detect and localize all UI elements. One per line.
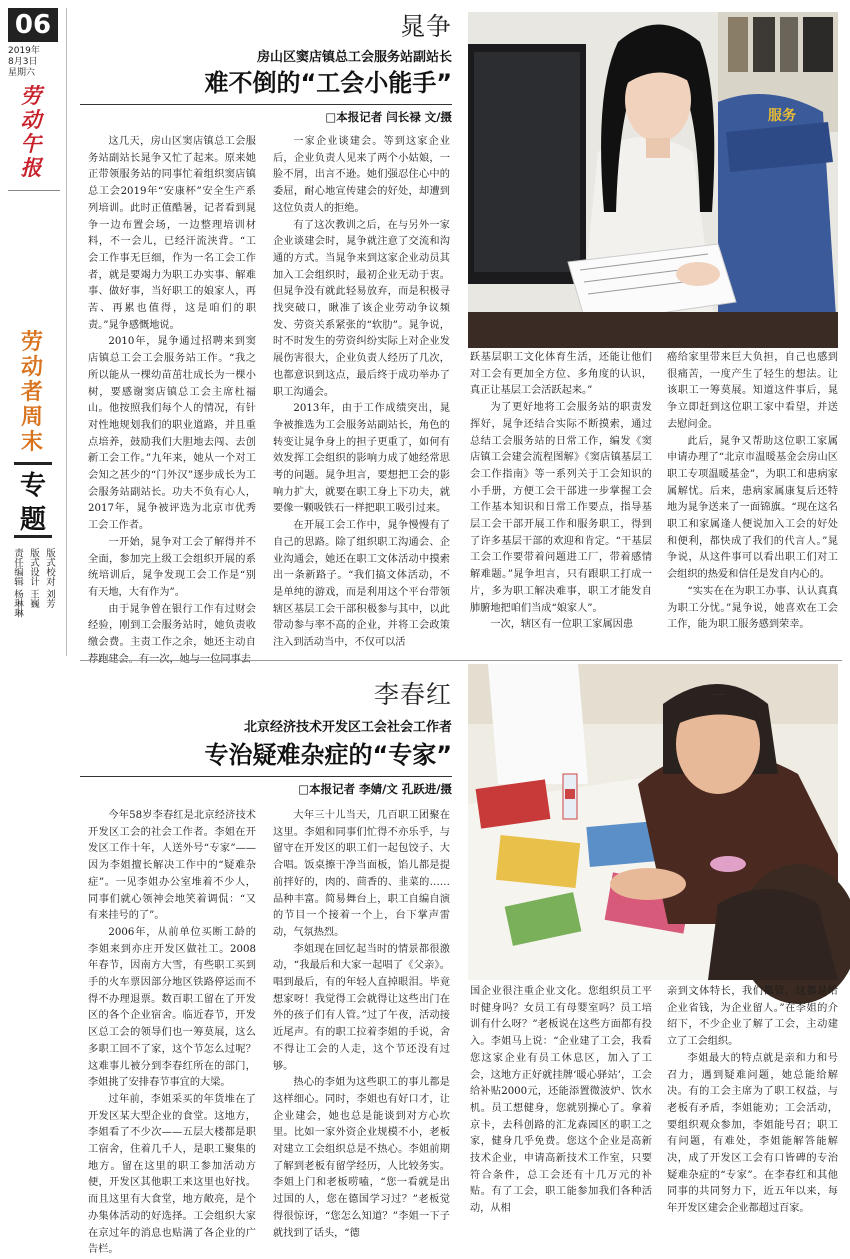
article2-column-2 (273, 808, 450, 1239)
article1-paragraph: 此后，晁争又帮助这位职工家属申请办理了“北京市温暖基金会房山区职工专项温暖基金”，为职工和患病家属解忧。后来，患病家属康复后还特地为晁争送来了一面锦旗。“现在这名职工和家属逢人便说加入工会的好处和便利，都快成了我们的代言人。”晁争说，从这件事可以看出职工们对工会组织的热爱和信任是发自内心的。 (667, 435, 838, 581)
article2-person-role: 北京经济技术开发区工会社会工作者 (243, 720, 452, 735)
rail-divider (8, 190, 60, 191)
article1-photo (468, 12, 838, 348)
article1-paragraph: 为了更好地将工会服务站的职责发挥好，晁争还结合实际不断摸索，通过总结工会服务站的日常工作，编发《窦店镇工会建会流程图解》《窦店镇基层工会工作指南》等一系列关于工会知识的小手册，方便工会干部进一步掌握工会工作基本知识和日常工作要点，指导基层工会干部开展工作和服务职工，得到了许多基层干部的欢迎和肯定。“干基层工会工作要带着问题进工厂，带着感情解难题。”晁争坦言，只有跟职工打成一片，多为职工解决难事，职工才能发自肺腑地把咱们当成“娘家人”。 (470, 402, 652, 614)
article1-column-1 (88, 134, 256, 654)
article1-paragraph: 由于晁争曾在银行工作有过财会经验，刚到工会服务站时，她负责收缴会费。主责工作之余，她还主动自 (88, 603, 256, 649)
issue-date-weekday: 星期六 (8, 68, 36, 78)
credit-proof: 版式校对 刘芳 (44, 548, 55, 609)
article1-paragraph: 2010年，晁争通过招聘来到窦店镇总工会工会服务站工作。“我之所以能从一棵幼苗茁壮成长为一棵小树，要感谢窦店镇总工会主席杜福山。他按照我们每个人的情况，有针对性地规划我们的职业道路，并且重点培养，鼓励我们大胆地去闯、去创新工会工作。”九年来，她从一个对工会知之甚少的“门外汉”逐步成长为工会服务站副站长。功夫不负有心人，2017年，晁争被评选为北京市优秀工会工作者。 (88, 336, 256, 532)
photo-woman-with-brochures (468, 664, 838, 980)
article1-paragraph: 在开展工会工作中，晁争慢慢有了自己的思路。除了组织职工沟通会、企业沟通会，她还在职工文体活动中摸索出一条新路子。“我们搞文体活动，不是单纯的游戏，而是利用这个平台带领辖区基层工会干部积极参与其中，以此带动参与率不高的企业，并将工会政策注入到活动当中，不仅可以活 (273, 520, 450, 649)
article1-paragraph: 一家企业谈建会。等到这家企业后，企业负责人见来了两个小姑娘，一脸不屑，出言不逊。她们强忍住心中的委屈，耐心地宣传建会的好处，却遭到这位负责人的拒绝。 (273, 136, 450, 214)
issue-date (8, 46, 58, 79)
article1-paragraph: 一次，辖区有一位职工家属因患 (490, 619, 634, 631)
article1-column-2 (273, 134, 450, 654)
article2-column-3 (470, 984, 652, 1222)
article1-column-3 (470, 350, 652, 656)
article1-person-name: 晁争 (399, 12, 452, 41)
credit-editor: 责任编辑 杨琳琳 (12, 548, 23, 618)
article1-person-role: 房山区窦店镇总工会服务站副站长 (256, 50, 452, 65)
article1-paragraph: “实实在在为职工办事、认认真真为职工分忧。”晁争说，她喜欢在工会工作，能为职工服务感到荣幸。 (667, 585, 838, 631)
section-title-weekly: 劳动者周末 (20, 330, 43, 455)
article1-byline: □本报记者 闫长禄 文/摄 (325, 110, 452, 124)
page-number: 06 (8, 8, 58, 42)
article2-paragraph: 热心的李姐为这些职工的事儿都是这样细心。同时，李姐也有好口才，让企业建会，她也总是能谈到对方心坎里。比如一家外资企业规模不小，老板对建立工会组织总是不热心。李姐前期了解到老板有留学经历，人比较务实。李姐上门和老板唠嗑，“您一看就是出过国的人，您在德国学习过？”老板觉得很惊讶，“您怎么知道？”李姐一下子就找到了话头，“德 (273, 1077, 450, 1239)
newspaper-masthead-logo: 劳动午报 (20, 83, 42, 180)
article-separator (80, 660, 842, 661)
issue-date-day: 8月3日 (8, 57, 38, 67)
article2-paragraph: 李姐现在回忆起当时的情景都很激动，“我最后和大家一起唱了《父亲》。唱到最后，有的年轻人直掉眼泪。毕竟想家呀！我觉得工会就得让这些出门在外的孩子们有人管。”过了午夜，活动接近尾声。有的职工拉着李姐的手说，舍不得让工会的人走，这个节还没有过够。 (273, 943, 450, 1072)
article2-paragraph: 大年三十儿当天，几百职工团聚在这里。李姐和同事们忙得不亦乐乎，与留守在开发区的职工们一起包饺子、大合唱。饭桌擦干净当面板，馅儿都是提前拌好的，肉的、茴香的、韭菜的……品种丰富。简易舞台上，职工自编自演的节目一个接着一个上，台下掌声雷动，气氛热烈。 (273, 810, 450, 938)
article2-byline: □本报记者 李婧/文 孔跃进/摄 (298, 782, 452, 796)
article1-paragraph: 癌给家里带来巨大负担，自己也感到很痛苦，一度产生了轻生的想法。让该职工一筹莫展。知道这件事后，晁争立即赶到这位职工家中看望，并送去慰问金。 (667, 352, 838, 430)
article2-rule (80, 776, 452, 777)
article1-paragraph: 有了这次教训之后，在与另外一家企业谈建会时，晁争就注意了交流和沟通的方式。当晁争来到这家企业动员其加入工会组织时，最初企业无动于衷。但晁争没有就此轻易放弃，而是积极寻找突破口，瞅准了该企业劳动争议频发、劳资关系紧张的“软肋”。晁争说，时不时发生的劳资纠纷实际上对企业发展伤害很大，企业负责人经历了几次，也都意识到这点，最后终于成功举办了职工沟通会。 (273, 219, 450, 398)
rail-separator (66, 8, 67, 656)
vest-text: 服务 (768, 108, 796, 124)
article2-person-name: 李春红 (373, 680, 452, 709)
credit-design: 版式设计 王巍 (28, 548, 39, 609)
article2-column-1 (88, 808, 256, 1256)
article1-column-4 (667, 350, 838, 656)
article1-paragraph: 2013年，由于工作成绩突出，晁争被推选为工会服务站副站长，角色的转变让晁争身上的担子更重了，如何有效发挥工会组织的影响力成了她经常思考的问题。晁争坦言，要想把工会的影响力扩大，就要在职工身上下功夫，就要像一颗吸铁石一样把职工吸引过来。 (273, 403, 450, 515)
article1-paragraph: 跃基层职工文化体育生活，还能让他们对工会有更加全方位、多角度的认识，真正让基层工会活跃起来。” (470, 352, 652, 397)
article2-paragraph: 国企业很注重企业文化。您组织员工平时健身吗？女员工有母婴室吗？员工培训有什么呀？”老板说在这些方面都有投入。李姐马上说：“企业建了工会，我看您这家企业有员工休息区，加入了工会，这地方正好就挂牌‘暖心驿站’，工会给补贴2000元，还能添置微波炉、饮水机。员工想健身，您就别操心了。拿着京卡，去科创路的汇龙森园区的职工之家，健身几乎免费。您这个企业是高新技术企业，申请高新技术工作室，只要符合条件，总工会还有十几万元的补贴。有了工会，职工能参加我们各种活动，从相 (470, 986, 652, 1215)
article2-paragraph: 李姐最大的特点就是亲和力和号召力，遇到疑难问题，她总能给解决。有的工会主席为了职工权益，与老板有矛盾，李姐能劝；工会活动，要组织观众参加，李姐能号召；职工有问题，有难处，李姐能解答能解决，成了开发区工会有口皆碑的专治疑难杂症的“专家”。在李春红和其他同事的共同努力下，近五年以来，每年开发区建会企业都超过百家。 (667, 1052, 838, 1215)
article1-rule (80, 104, 452, 105)
section-title-special: 专题 (14, 462, 52, 538)
article2-paragraph: 2006年，从前单位买断工龄的李姐来到亦庄开发区做社工。2008年春节，因南方大雪，有些职工买到手的火车票因部分地区铁路停运而不得不办理退票。数百职工留在了开发区的各个企业宿舍。临近春节，开发区总工会的领导们也一筹莫展，这么多职工回不了家，这个节怎么过呢？这难事儿被分到李春红所在的部门，李姐挑了安排春节事宜的大梁。 (88, 926, 256, 1089)
photo-woman-reading-document (468, 12, 838, 348)
article2-column-4 (667, 984, 838, 1222)
article1-paragraph: 一开始，晁争对工会了解得并不全面，参加完上级工会组织开展的系统培训后，晁争发现工会工作是“别有天地，大有作为”。 (88, 536, 256, 598)
article2-paragraph: 亲到文体特长，我们都管，这都是给企业省钱，为企业留人。”在李姐的介绍下，不少企业了解了工会，主动建立了工会组织。 (667, 986, 838, 1048)
article2-paragraph: 过年前，李姐采买的年货堆在了开发区某大型企业的食堂。这地方，李姐看了不少次——五层大楼都是职工宿舍，住着几千人，是职工聚集的地方。留在这里的职工参加活动方便，开发区其他职工来这里也好找。而且这里有大食堂，地方敞亮，是个办集体活动的好选择。工会组织大家在京过年的消息也贴满了各企业的广告栏。 (88, 1093, 256, 1256)
article2-photo (468, 664, 838, 980)
issue-date-year: 2019年 (8, 46, 40, 56)
article1-paragraph: 这几天，房山区窦店镇总工会服务站副站长晁争又忙了起来。原来她正带领服务站的同事忙着组织窦店镇总工会2019年“安康杯”安全生产系列培训。此时正值酷暑，记者看到晁争一边布置会场，一边整理培训材料，不一会儿，已经汗流浃背。“工会工作事无巨细，作为一名工会工作者，就是要竭力为职工办实事、解难事、做好事，当好职工的娘家人，再苦、再累也值得，这是咱们的职责。”晁争感慨地说。 (88, 136, 256, 331)
article2-paragraph: 今年58岁李春红是北京经济技术开发区工会的社会工作者。李姐在开发区工作十年，人送外号“专家”——因为李姐擅长解决工作中的“疑难杂症”。一见李姐办公室堆着不少人，同事们就心领神会地笑着调侃：“又有来挂号的了”。 (88, 810, 256, 922)
article1-headline: 难不倒的“工会小能手” (204, 69, 452, 97)
article2-headline: 专治疑难杂症的“专家” (204, 741, 452, 769)
editor-credits (12, 548, 60, 663)
